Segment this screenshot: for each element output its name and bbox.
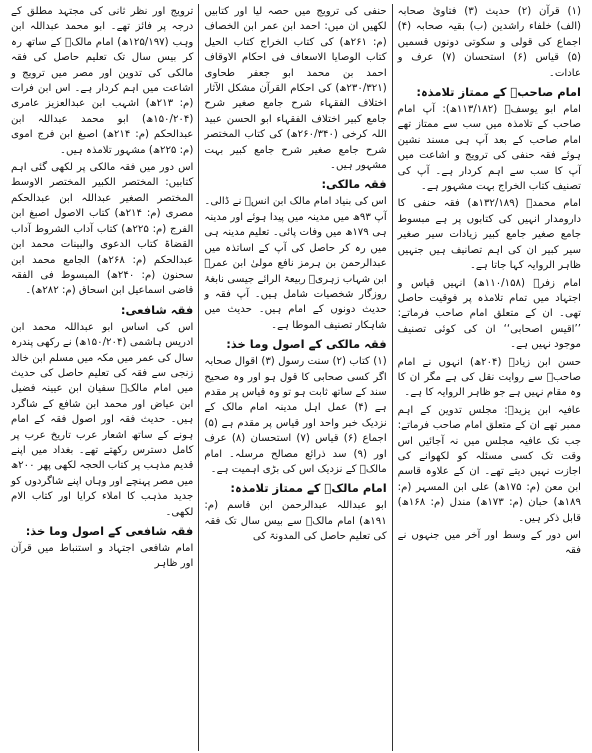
paragraph: اس دور کے وسط اور آخر میں جنہوں نے فقہ — [397, 530, 581, 557]
section-heading: امام مالکؒ کے ممتاز تلامذہ: — [230, 481, 387, 496]
section-heading: فقہ مالکی کے اصول وما خذ: — [226, 337, 387, 352]
section-heading: فقہ شافعی کے اصول وما خذ: — [25, 524, 194, 538]
paragraph: (۱) کتاب (۲) سنت رسول (۳) اقوال صحابہ اگر کسی صحابی کا قول ہو اور وہ صحیح سند کے ساتھ ثابت ہو تو وہ قیاس پر مقدم ہے (۴) عمل اہل مدینہ امام مالک کے نزدیک خبر واحد اور قیاس پر مقدم ہے (۵) اجماع (۶) قیاس (۷) استحسان (۸) عرف اور (۹) سد ذرائع مصالح مرسلہ۔ امام مالکؒ کے نزدیک اس کی بڑی اہمیت ہے۔ — [204, 356, 387, 475]
paragraph: امام محمدؒ (۱۳۲/۱۸۹ھ) فقہ حنفی کا دارومدار انہیں کی کتابوں پر ہے مبسوط جامع صغیر جامع کبیر زیادات سیر صغیر سیر کبیر ان کی اہم تصانیف ہیں جنہیں ظاہر الروایہ کہا جاتا ہے۔ — [397, 198, 581, 272]
column-left — [6, 4, 199, 751]
paragraph: (۱) قرآن (۲) حدیث (۳) فتاویٰ صحابہ (الف) خلفاء راشدین (ب) بقیہ صحابہ (۴) اجماع کی قولی و سکوتی دونوں قسمیں (۵) قیاس (۶) استحسان (۷) عرف و عادات۔ — [397, 6, 581, 79]
paragraph: امام زفرؒ (۱۱۰/۱۵۸ھ) انہیں قیاس و اجتہاد میں تمام تلامذہ پر فوقیت حاصل تھی۔ ان کے متعلق امام صاحب فرماتے: ’’اقیس اصحابی‘‘ ان کی کوئی تصنیف موجود نہیں ہے۔ — [397, 277, 581, 351]
section-heading: امام صاحبؒ کے ممتاز تلامذہ: — [416, 85, 581, 100]
paragraph: اس کی اساس ابو عبداللہ محمد ابن ادریس ہاشمی (۱۵۰/۲۰۴ھ) نے رکھی پندرہ سال کی عمر میں مکہ میں مسلم ابن خالد زنجی سے فقہ کی تعلیم حاصل کی حدیث میں امام مالکؒ سفیان ابن عیینہ فضیل ابن عیاض اور محمد ابن شافع کے شاگرد ہیں۔ حدیث فقہ اور اصول فقہ کے امام ہونے کے ساتھ اشعار عرب تاریخ عرب پر کامل دسترس رکھتے تھے۔ بغداد میں اپنے قدیم مذہب پر کتاب الحجہ لکھی پھر ۲۰۰ھ میں مصر پہنچے اور وہاں اپنے شاگردوں کو جدید مذہب کا املاء کرایا اور کتاب الام لکھی۔ — [11, 321, 194, 518]
paragraph: امام ابو یوسفؒ (۱۱۳/۱۸۲ھ): آپ امام صاحب کے تلامذہ میں سب سے ممتاز تھے امام صاحب کے بعد آپ ہی مسند نشین ہوئے فقہ حنفی کی ترویج و اشاعت میں آپ کا سب سے اہم کردار ہے۔ آپ کی تصنیف کتاب الخراج بہت مشہور ہے۔ — [397, 104, 581, 193]
section-heading: فقہ شافعی: — [120, 302, 194, 317]
paragraph: حنفی کی ترویج میں حصہ لیا اور کتابیں لکھیں ان میں: احمد ابن عمر ابن الخصاف (م: ۲۶۱ھ) کی کتاب الخراج کتاب الحیل کتاب الوصایا الاسعاف فی احکام الاوقاف احمد بن محمد ابو جعفر طحاوی (۲۳۰/۳۲۱ھ) کی احکام القرآن مشکل الآثار اختلاف الفقہاء شرح جامع صغیر شرح جامع کبیر اختلاف الفقہاء ابو الحسن عبید اللہ کرخی (۲۶۰/۳۴۰ھ) کی کتاب المختصر شرح جامع صغیر شرح جامع کبیر بہت مشہور ہیں۔ — [204, 6, 387, 172]
paragraph: عافیہ ابن یزیدؒ: مجلس تدوین کے اہم ممبر تھے ان کے متعلق امام صاحب فرماتے: جب تک عافیہ مجلس میں نہ آجائیں اس وقت تک کسی مسئلہ کو لکھوانے کی اجازت نہیں دیتے تھے۔ ان کے علاوہ قاسم ابن معن (م: ۱۷۵ھ) علی ابن المسہر (م: ۱۸۹ھ) حبان (م: ۱۷۳ھ) مندل (م: ۱۶۸ھ) قابل ذکر ہیں۔ — [397, 404, 581, 524]
paragraph: اس دور میں فقہ مالکی پر لکھی گئی اہم کتابیں: المختصر الکبیر المختصر الاوسط المختصر الصغیر عبداللہ ابن عبدالحکم مصری (م: ۲۱۴ھ) کتاب الاصول اصبغ ابن الفرج (م: ۲۲۵ھ) کتاب آداب الشروط آداب القضاۃ کتاب الدعوی والبینات محمد ابن عبدالحکم (م: ۲۶۸ھ) الجامع محمد ابن سحنون (م: ۲۴۰ھ) المبسوط فی الفقہ قاضی اسماعیل ابن اسحاق (م: ۲۸۲ھ)۔ — [11, 162, 194, 297]
section-heading: فقہ مالکی: — [321, 177, 387, 192]
paragraph: اس کی بنیاد امام مالک ابن انسؒ نے ڈالی۔ آپ ۹۳ھ میں مدینہ میں پیدا ہوئے اور مدینہ ہی ۱۷۹ھ میں وفات پائی۔ تعلیم مدینہ ہی میں رہ کر حاصل کی آپ کے اساتذہ میں عبدالرحمن بن ہرمز نافع مولیٰ ابن عمرؓ ابن شہاب زہریؒ ربیعۃ الرائے جیسی نابغۂ روزگار شخصیات شامل ہیں۔ آپ فقہ و حدیث دونوں کے امام ہیں۔ حدیث میں شاہکار تصنیف الموطا ہے۔ — [204, 196, 387, 331]
column-middle — [199, 4, 392, 751]
paragraph: امام شافعی اجتہاد و استنباط میں قرآن اور ظاہر — [11, 543, 194, 570]
paragraph: حسن ابن زیادؒ (۲۰۴ھ) انہوں نے امام صاحبؒ سے روایت نقل کی ہے مگر ان کا وہ مقام نہیں ہے جو ظاہر الروایہ کا ہے۔ — [397, 356, 582, 399]
column-right — [393, 4, 586, 751]
paragraph: ابو عبداللہ عبدالرحمن ابن قاسم (م: ۱۹۱ھ) امام مالکؒ سے بیس سال تک فقہ کی تعلیم حاصل کی المدونۃ کی — [204, 500, 387, 543]
paragraph: ترویج اور نظر ثانی کی مجتہد مطلق کے درجہ پر فائز تھے۔ ابو محمد عبداللہ ابن وہب (۱۲۵/۱۹۷ھ) امام مالکؒ کے ساتھ رہ کر بیس سال تک تعلیم حاصل کی فقہ مالکی کی تدوین اور مصر میں ترویج و اشاعت میں اہم کردار ہے۔ اس ابن فرات (م: ۲۱۳ھ) اشہب ابن عبدالعزیز عامری (۱۵۰/۲۰۴ھ) ابو محمد عبداللہ ابن عبدالحکم (م: ۲۱۴ھ) اصبغ ابن فرج اموی (م: ۲۲۵ھ) مشہور تلامذہ ہیں۔ — [11, 6, 194, 156]
